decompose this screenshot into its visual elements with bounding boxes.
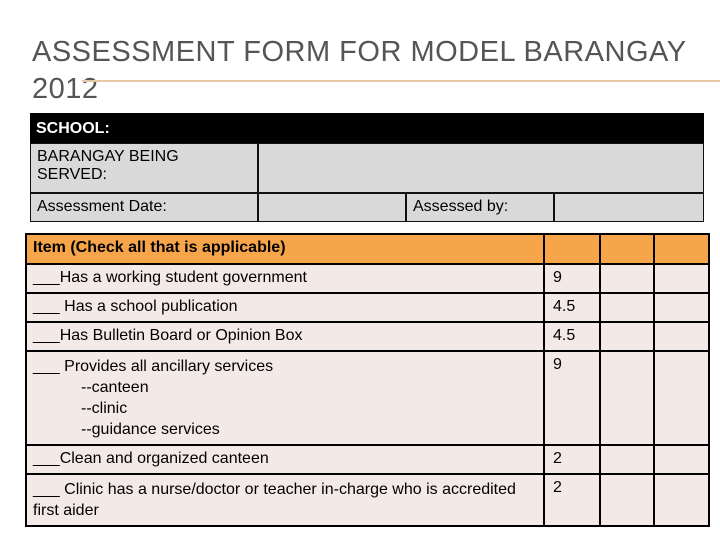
- remarks-column-header: [654, 234, 709, 264]
- item-text: ___ Provides all ancillary services: [33, 358, 274, 375]
- info-table: [30, 113, 704, 222]
- item-points: 9: [544, 351, 600, 445]
- score-cell[interactable]: [600, 322, 654, 351]
- item-points: 2: [544, 474, 600, 526]
- assessed-by-label: Assessed by:: [406, 193, 554, 222]
- points-column-header: [544, 234, 600, 264]
- table-row: [26, 474, 709, 526]
- table-row: [26, 264, 709, 293]
- barangay-field[interactable]: [258, 143, 704, 193]
- score-cell[interactable]: [600, 474, 654, 526]
- item-text-multiline[interactable]: [26, 351, 544, 445]
- sub-item: --guidance services: [81, 421, 220, 438]
- item-text[interactable]: ___ Has a school publication: [26, 293, 544, 322]
- item-column-header: Item (Check all that is applicable): [26, 234, 544, 264]
- title-divider: [82, 80, 720, 82]
- item-text[interactable]: ___Has Bulletin Board or Opinion Box: [26, 322, 544, 351]
- remarks-cell[interactable]: [654, 293, 709, 322]
- score-cell[interactable]: [600, 264, 654, 293]
- item-points: 2: [544, 445, 600, 474]
- date-label: Assessment Date:: [30, 193, 258, 222]
- item-points: 4.5: [544, 293, 600, 322]
- barangay-label: BARANGAY BEING SERVED:: [30, 143, 258, 193]
- page-title: ASSESSMENT FORM FOR MODEL BARANGAY 2012: [32, 36, 687, 105]
- table-header-row: [26, 234, 709, 264]
- sub-item: --clinic: [81, 400, 128, 417]
- date-field[interactable]: [258, 193, 406, 222]
- score-column-header: [600, 234, 654, 264]
- barangay-row: [30, 143, 704, 193]
- remarks-cell[interactable]: [654, 351, 709, 445]
- table-row: [26, 351, 709, 445]
- table-row: [26, 322, 709, 351]
- assessed-by-field[interactable]: [554, 193, 704, 222]
- score-cell[interactable]: [600, 445, 654, 474]
- table-row: [26, 445, 709, 474]
- school-label: SCHOOL:: [30, 113, 704, 143]
- sub-item: --canteen: [81, 379, 149, 396]
- score-cell[interactable]: [600, 351, 654, 445]
- remarks-cell[interactable]: [654, 445, 709, 474]
- score-cell[interactable]: [600, 293, 654, 322]
- remarks-cell[interactable]: [654, 322, 709, 351]
- school-row: [30, 113, 704, 143]
- date-row: [30, 193, 704, 222]
- item-points: 4.5: [544, 322, 600, 351]
- item-text[interactable]: ___Clean and organized canteen: [26, 445, 544, 474]
- checklist-table: [25, 233, 710, 527]
- remarks-cell[interactable]: [654, 264, 709, 293]
- item-text[interactable]: ___ Clinic has a nurse/doctor or teacher in-charge who is accredited first aider: [26, 474, 544, 526]
- remarks-cell[interactable]: [654, 474, 709, 526]
- item-points: 9: [544, 264, 600, 293]
- item-text[interactable]: ___Has a working student government: [26, 264, 544, 293]
- table-row: [26, 293, 709, 322]
